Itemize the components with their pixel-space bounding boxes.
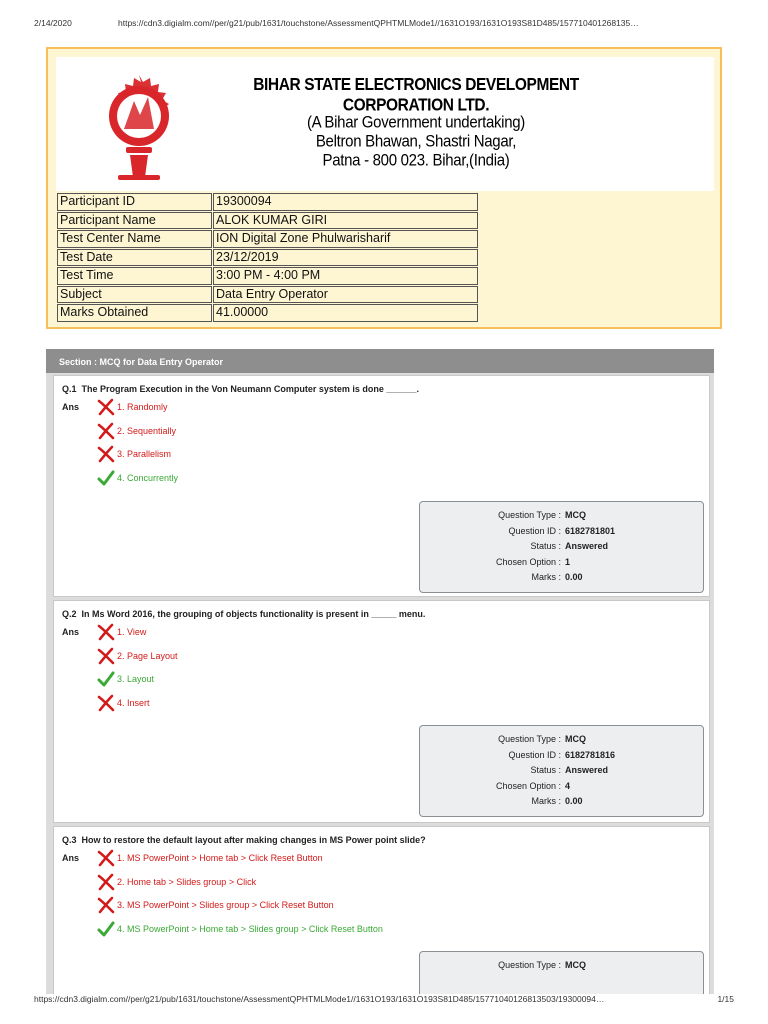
participant-field-value: 3:00 PM - 4:00 PM (213, 267, 478, 285)
participant-table (56, 192, 479, 323)
participant-field-label: Test Time (57, 267, 212, 285)
meta-label: Chosen Option : (495, 780, 561, 791)
cross-icon (97, 849, 115, 867)
question-card (53, 600, 710, 823)
participant-field-value: 41.00000 (213, 304, 478, 322)
meta-value: 4 (565, 780, 571, 791)
meta-label: Question ID : (508, 525, 561, 536)
candidate-header (46, 47, 722, 329)
cross-icon (97, 422, 115, 440)
question-body: How to restore the default layout after making changes in MS Power point slide? (81, 835, 426, 845)
answer-label: Ans (62, 627, 80, 637)
question-meta-box (419, 951, 704, 994)
option-label: 2. Page Layout (117, 650, 178, 661)
option-label: 3. Layout (117, 674, 155, 684)
organization-subtitle: (A Bihar Government undertaking) (306, 113, 525, 132)
print-date: 2/14/2020 (34, 18, 72, 28)
meta-row-type (420, 510, 703, 524)
meta-value: 0.00 (565, 796, 583, 806)
cross-icon (97, 694, 115, 712)
meta-label: Question Type : (498, 734, 561, 744)
meta-row-id (420, 750, 703, 764)
meta-label: Status : (530, 765, 561, 775)
meta-value: MCQ (565, 960, 586, 970)
organization-name: BIHAR STATE ELECTRONICS DEVELOPMENT CORPORATION LTD. (253, 75, 579, 116)
question-card (53, 375, 710, 597)
print-footer (34, 994, 734, 1008)
participant-field-label: Test Date (57, 249, 212, 267)
option-label: 1. Randomly (117, 402, 168, 412)
meta-label: Chosen Option : (495, 556, 561, 567)
participant-row (57, 212, 478, 230)
question-text (62, 835, 426, 845)
meta-row-chosen (420, 781, 703, 795)
answer-option (97, 693, 150, 713)
option-label: 4. Insert (117, 697, 150, 708)
meta-label: Status : (530, 541, 561, 551)
cross-icon (97, 623, 115, 641)
meta-value: 1 (565, 556, 571, 567)
meta-label: Question ID : (508, 749, 561, 760)
answer-option (97, 421, 176, 441)
participant-field-label: Participant ID (57, 193, 212, 211)
meta-label: Marks : (531, 796, 561, 806)
organization-address-2: Patna - 800 023. Bihar,(India) (322, 151, 510, 170)
meta-row-marks (420, 796, 703, 810)
answer-label: Ans (62, 402, 80, 412)
meta-row-status (420, 765, 703, 779)
answer-option (97, 646, 178, 666)
option-label: 2. Sequentially (117, 425, 177, 436)
organization-info (216, 75, 616, 168)
participant-row (57, 304, 478, 322)
meta-value: 6182781816 (565, 749, 616, 760)
check-icon (97, 920, 115, 938)
participant-row (57, 286, 478, 304)
question-text (62, 609, 425, 619)
cross-icon (97, 445, 115, 463)
question-meta-box (419, 501, 704, 593)
meta-value: 6182781801 (565, 525, 616, 536)
answer-option (97, 848, 323, 868)
participant-field-value: 19300094 (213, 193, 478, 211)
meta-row-status (420, 541, 703, 555)
answer-label: Ans (62, 853, 80, 863)
question-body: In Ms Word 2016, the grouping of objects functionality is present in _____ menu. (81, 609, 426, 619)
cross-icon (97, 896, 115, 914)
section-title: Section : MCQ for Data Entry Operator (46, 349, 714, 373)
cross-icon (97, 873, 115, 891)
answer-option (97, 397, 168, 417)
participant-row (57, 249, 478, 267)
question-section (46, 349, 714, 994)
answer-option (97, 444, 171, 464)
organization-banner (56, 57, 714, 191)
participant-field-value: 23/12/2019 (213, 249, 478, 267)
meta-row-marks (420, 572, 703, 586)
option-label: 3. MS PowerPoint > Slides group > Click Reset Button (117, 900, 334, 910)
meta-row-chosen (420, 557, 703, 571)
option-label: 1. MS PowerPoint > Home tab > Click Reset Button (117, 853, 323, 863)
meta-row-type (420, 734, 703, 748)
question-number: Q.2 (62, 609, 77, 619)
cross-icon (97, 398, 115, 416)
meta-value: MCQ (565, 510, 586, 520)
cross-icon (97, 647, 115, 665)
meta-label: Question Type : (498, 510, 561, 520)
participant-field-value: Data Entry Operator (213, 286, 478, 304)
option-label: 4. MS PowerPoint > Home tab > Slides group > Click Reset Button (117, 923, 383, 934)
option-label: 2. Home tab > Slides group > Click (117, 876, 257, 887)
participant-field-label: Marks Obtained (57, 304, 212, 322)
print-footer-url: https://cdn3.digialm.com//per/g21/pub/1631/touchstone/AssessmentQPHTMLMode1//1631O193/1631O193S81D485/15771040126813503/19300094… (34, 994, 605, 1004)
page-number: 1/15 (717, 994, 734, 1004)
check-icon (97, 469, 115, 487)
meta-value: Answered (565, 541, 609, 551)
answer-option (97, 622, 146, 642)
meta-label: Question Type : (498, 960, 561, 970)
check-icon (97, 670, 115, 688)
participant-field-value: ION Digital Zone Phulwarisharif (213, 230, 478, 248)
participant-field-value: ALOK KUMAR GIRI (213, 212, 478, 230)
option-label: 3. Parallelism (117, 449, 172, 459)
meta-value: 0.00 (565, 572, 583, 582)
question-meta-box (419, 725, 704, 817)
option-label: 1. View (117, 627, 147, 637)
answer-option (97, 468, 178, 488)
meta-value: MCQ (565, 734, 586, 744)
print-url: https://cdn3.digialm.com//per/g21/pub/1631/touchstone/AssessmentQPHTMLMode1//1631O193/1631O193S81D485/157710401268135… (118, 18, 639, 28)
question-number: Q.1 (62, 384, 77, 394)
participant-field-label: Subject (57, 286, 212, 304)
question-body: The Program Execution in the Von Neumann Computer system is done ______. (81, 384, 419, 394)
answer-option (97, 895, 334, 915)
answer-option (97, 919, 383, 939)
question-text (62, 384, 419, 394)
participant-row (57, 193, 478, 211)
meta-row-id (420, 526, 703, 540)
question-number: Q.3 (62, 835, 77, 845)
print-header (34, 18, 734, 32)
participant-row (57, 230, 478, 248)
answer-option (97, 872, 256, 892)
participant-field-label: Test Center Name (57, 230, 212, 248)
option-label: 4. Concurrently (117, 472, 179, 483)
participant-row (57, 267, 478, 285)
meta-row-type (420, 960, 703, 974)
meta-value: Answered (565, 765, 609, 775)
question-card (53, 826, 710, 994)
meta-label: Marks : (531, 572, 561, 582)
participant-field-label: Participant Name (57, 212, 212, 230)
organization-address-1: Beltron Bhawan, Shastri Nagar, (315, 132, 517, 151)
answer-option (97, 669, 154, 689)
beltron-logo (104, 71, 174, 183)
